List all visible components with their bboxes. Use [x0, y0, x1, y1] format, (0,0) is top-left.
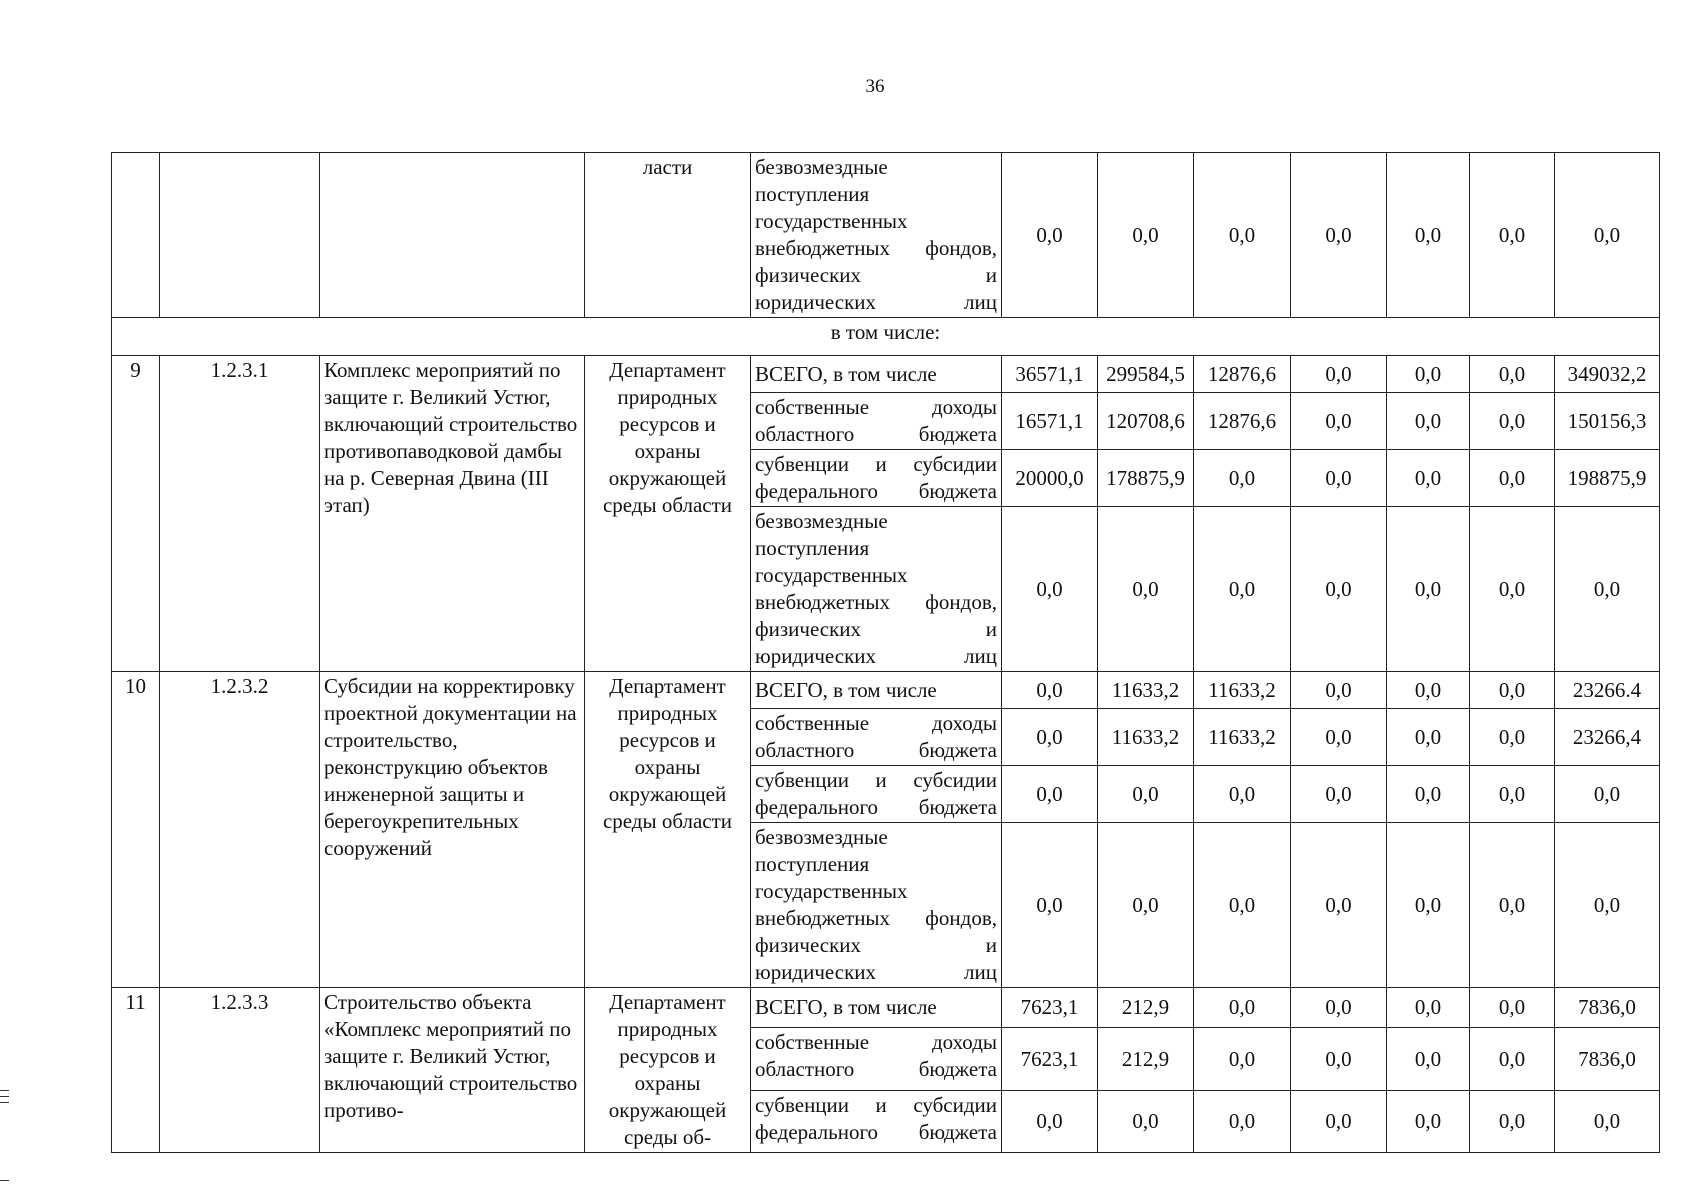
cell-value: 0,0	[1555, 823, 1660, 988]
cell-value: 0,0	[1098, 507, 1194, 672]
cell-value: 0,0	[1387, 507, 1470, 672]
cell-value: 0,0	[1470, 356, 1555, 393]
cell-value: 0,0	[1002, 672, 1098, 709]
cell-value: 0,0	[1098, 153, 1194, 318]
cell-value: 0,0	[1387, 393, 1470, 450]
cell-value: 7836,0	[1555, 1028, 1660, 1090]
cell-code: 1.2.3.2	[160, 672, 320, 988]
cell-value: 11633,2	[1194, 709, 1291, 766]
cell-value: 23266,4	[1555, 709, 1660, 766]
table-row	[112, 988, 1660, 1028]
cell-value: 212,9	[1098, 988, 1194, 1028]
cell-source: ВСЕГО, в том числе	[751, 988, 1002, 1028]
cell-value: 0,0	[1291, 356, 1387, 393]
cell-value: 0,0	[1470, 823, 1555, 988]
cell-code	[160, 153, 320, 318]
cell-value: 12876,6	[1194, 356, 1291, 393]
cell-no: 10	[112, 672, 160, 988]
cell-value: 0,0	[1470, 393, 1555, 450]
cell-value: 0,0	[1291, 709, 1387, 766]
cell-value: 120708,6	[1098, 393, 1194, 450]
cell-value: 0,0	[1291, 766, 1387, 823]
cell-value: 0,0	[1291, 988, 1387, 1028]
table-row	[112, 356, 1660, 393]
cell-executor: Департамент природных ресурсов и охраны окружающей среды об-	[585, 988, 751, 1153]
cell-value: 0,0	[1194, 507, 1291, 672]
cell-value: 36571,1	[1002, 356, 1098, 393]
cell-value: 0,0	[1002, 507, 1098, 672]
cell-executor: Департамент природных ресурсов и охраны окружающей среды области	[585, 672, 751, 988]
cell-value: 0,0	[1387, 153, 1470, 318]
cell-value: 198875,9	[1555, 450, 1660, 507]
cell-value: 0,0	[1470, 1028, 1555, 1090]
cell-source: безвозмездные поступления государственных внебюджетных фондов, физических и юридических лиц	[751, 823, 1002, 988]
cell-value: 0,0	[1194, 450, 1291, 507]
subheading: в том числе:	[112, 318, 1660, 356]
table-body	[112, 153, 1660, 1153]
cell-value: 0,0	[1002, 766, 1098, 823]
cell-value: 0,0	[1470, 153, 1555, 318]
cell-value: 0,0	[1194, 1028, 1291, 1090]
cell-executor: Департамент природных ресурсов и охраны окружающей среды области	[585, 356, 751, 672]
cell-source: ВСЕГО, в том числе	[751, 356, 1002, 393]
cell-no: 11	[112, 988, 160, 1153]
cell-value: 0,0	[1002, 709, 1098, 766]
cell-value: 0,0	[1387, 1090, 1470, 1152]
margin-mark	[0, 1180, 9, 1181]
cell-value: 0,0	[1387, 823, 1470, 988]
cell-source: собственные доходы областного бюджета	[751, 709, 1002, 766]
cell-value: 0,0	[1470, 709, 1555, 766]
cell-code: 1.2.3.1	[160, 356, 320, 672]
cell-value: 0,0	[1470, 1090, 1555, 1152]
cell-source: собственные доходы областного бюджета	[751, 1028, 1002, 1090]
cell-value: 0,0	[1470, 672, 1555, 709]
cell-value: 178875,9	[1098, 450, 1194, 507]
cell-value: 11633,2	[1098, 672, 1194, 709]
cell-value: 0,0	[1387, 450, 1470, 507]
cell-value: 150156,3	[1555, 393, 1660, 450]
cell-value: 0,0	[1555, 507, 1660, 672]
cell-no: 9	[112, 356, 160, 672]
cell-value: 23266.4	[1555, 672, 1660, 709]
cell-code: 1.2.3.3	[160, 988, 320, 1153]
cell-value: 0,0	[1291, 153, 1387, 318]
cell-value: 0,0	[1002, 1090, 1098, 1152]
cell-value: 12876,6	[1194, 393, 1291, 450]
cell-value: 0,0	[1470, 766, 1555, 823]
cell-value: 11633,2	[1098, 709, 1194, 766]
cell-source: собственные доходы областного бюджета	[751, 393, 1002, 450]
cell-value: 0,0	[1098, 766, 1194, 823]
cell-value: 0,0	[1470, 988, 1555, 1028]
table-row	[112, 672, 1660, 709]
cell-name: Комплекс мероприятий по защите г. Великий Устюг, включающий строительство противопаводковой дамбы на р. Северная Двина (III этап)	[320, 356, 585, 672]
cell-value: 0,0	[1555, 766, 1660, 823]
cell-value: 0,0	[1555, 153, 1660, 318]
cell-value: 0,0	[1291, 1090, 1387, 1152]
cell-source: субвенции и субсидии федерального бюджета	[751, 766, 1002, 823]
cell-source: субвенции и субсидии федерального бюджета	[751, 1090, 1002, 1152]
cell-value: 0,0	[1387, 356, 1470, 393]
cell-value: 0,0	[1291, 450, 1387, 507]
margin-mark	[0, 1102, 9, 1103]
cell-value: 0,0	[1098, 823, 1194, 988]
cell-source: ВСЕГО, в том числе	[751, 672, 1002, 709]
cell-name: Субсидии на корректировку проектной документации на строительство, реконструкцию объектов инженерной защиты и берегоукрепительных сооружений	[320, 672, 585, 988]
cell-value: 0,0	[1291, 823, 1387, 988]
cell-value: 0,0	[1387, 709, 1470, 766]
margin-mark	[0, 1096, 9, 1097]
continuation-row	[112, 153, 1660, 318]
cell-value: 16571,1	[1002, 393, 1098, 450]
cell-source: безвозмездные поступления государственных внебюджетных фондов, физических и юридических лиц	[751, 153, 1002, 318]
cell-value: 0,0	[1194, 988, 1291, 1028]
cell-value: 0,0	[1470, 507, 1555, 672]
cell-value: 11633,2	[1194, 672, 1291, 709]
cell-value: 0,0	[1098, 1090, 1194, 1152]
cell-value: 0,0	[1470, 450, 1555, 507]
cell-value: 349032,2	[1555, 356, 1660, 393]
cell-value: 0,0	[1291, 1028, 1387, 1090]
margin-mark	[0, 1090, 9, 1091]
cell-value: 7623,1	[1002, 1028, 1098, 1090]
cell-value: 7836,0	[1555, 988, 1660, 1028]
cell-value: 0,0	[1002, 823, 1098, 988]
cell-name	[320, 153, 585, 318]
cell-value: 0,0	[1555, 1090, 1660, 1152]
cell-value: 0,0	[1194, 766, 1291, 823]
cell-no	[112, 153, 160, 318]
cell-value: 0,0	[1291, 507, 1387, 672]
subheading-row	[112, 318, 1660, 356]
cell-value: 299584,5	[1098, 356, 1194, 393]
cell-value: 0,0	[1387, 672, 1470, 709]
cell-value: 0,0	[1194, 1090, 1291, 1152]
cell-value: 0,0	[1387, 988, 1470, 1028]
cell-executor: ласти	[585, 153, 751, 318]
cell-value: 0,0	[1002, 153, 1098, 318]
cell-value: 0,0	[1291, 672, 1387, 709]
cell-value: 0,0	[1194, 153, 1291, 318]
cell-source: субвенции и субсидии федерального бюджета	[751, 450, 1002, 507]
cell-name: Строительство объекта «Комплекс мероприятий по защите г. Великий Устюг, включающий строительство противо-	[320, 988, 585, 1153]
cell-value: 0,0	[1291, 393, 1387, 450]
cell-value: 212,9	[1098, 1028, 1194, 1090]
cell-source: безвозмездные поступления государственных внебюджетных фондов, физических и юридических лиц	[751, 507, 1002, 672]
cell-value: 0,0	[1194, 823, 1291, 988]
cell-value: 20000,0	[1002, 450, 1098, 507]
cell-value: 0,0	[1387, 1028, 1470, 1090]
cell-value: 7623,1	[1002, 988, 1098, 1028]
page-number: 36	[865, 76, 885, 97]
cell-value: 0,0	[1387, 766, 1470, 823]
funding-table	[111, 152, 1660, 1153]
